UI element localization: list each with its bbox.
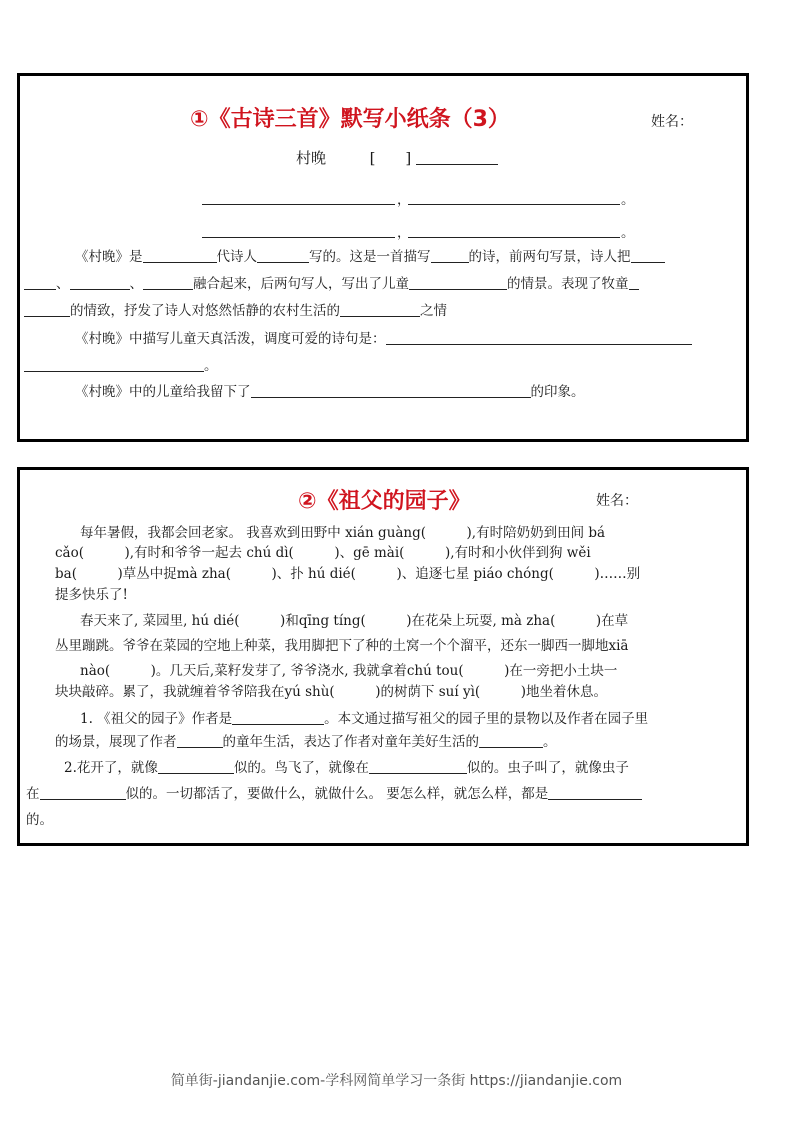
scene-blank-2[interactable] [24,275,56,290]
verse-answer-blank-b[interactable] [24,357,204,372]
flower-blank[interactable] [158,759,234,774]
verse-2-period: 。 [621,225,635,241]
verse-2-blank-b[interactable] [408,237,620,238]
s2-question-2-cont: 在 似的。一切都活了，要做什么，就做什么。 要怎么样，就怎么样，都是 [26,785,642,803]
author-blank[interactable] [232,710,324,725]
s1-question-3: 《村晚》中的儿童给我留下了 的印象。 [75,384,585,400]
section2-title: ②《祖父的园子》 [298,489,471,514]
s2-question-1: 1. 《祖父的园子》作者是 。本文通过描写祖父的园子里的景物以及作者在园子里 [80,711,649,727]
free-blank[interactable] [548,785,642,800]
herdboy-blank-b[interactable] [24,302,70,317]
pinyin-line-2: cǎo( ),有时和爷爷一起去 chú dì( )、gē mài( ),有时和小伙伴到狗 wěi [55,545,591,561]
insect-blank[interactable] [40,785,126,800]
verse-1-blank-a[interactable] [202,204,395,205]
s2-question-2-end: 的。 [26,812,53,828]
pinyin-line-3: ba( )草丛中捉mà zha( )、扑 hú dié( )、追逐七星 piáo chóng( )……别 [55,566,641,582]
emotion-blank[interactable] [340,302,420,317]
s1-para-line-3: 的情致，抒发了诗人对悠然恬静的农村生活的 之情 [24,302,447,320]
scene-blank-1[interactable] [631,248,665,263]
dynasty-blank[interactable] [143,248,217,263]
pinyin-line-5: 春天来了, 菜园里, hú dié( )和qīng tíng( )在花朵上玩耍, mà zha( )在草 [80,613,629,629]
herdboy-blank-a[interactable] [629,275,639,290]
verse-1-period: 。 [621,192,635,208]
verse-2-comma: ， [397,225,411,241]
scene-blank-3[interactable] [70,275,130,290]
s2-question-2: 2.花开了，就像 似的。鸟飞了，就像在 似的。虫子叫了，就像虫子 [64,760,629,776]
pinyin-line-4: 提多快乐了! [55,587,128,603]
section1-title: ①《古诗三首》默写小纸条（3） [190,107,510,132]
scene-blank-4[interactable] [143,275,193,290]
bird-blank[interactable] [369,759,467,774]
section1-name-label: 姓名： [651,114,693,130]
verse-answer-blank-a[interactable] [386,330,692,345]
poem-title: 村晚 [296,149,327,167]
verse-1-comma: ， [397,192,411,208]
page-footer: 简单街-jiandanjie.com-学科网简单学习一条街 https://jiandanjie.com [170,1073,623,1089]
verse-1-blank-b[interactable] [408,204,620,205]
poem-author-blank[interactable] [416,150,498,165]
season-blank[interactable] [431,248,469,263]
poem-title-line [296,149,498,167]
s2-question-1-cont: 的场景，展现了作者 的童年生活，表达了作者对童年美好生活的 。 [55,734,557,750]
poem-author-bracket: [ ] [369,149,412,167]
pinyin-line-6: 丛里蹦跳。爷爷在菜园的空地上种菜，我用脚把下了种的土窝一个个溜平，还东一脚西一脚地xiā [55,638,629,654]
s1-para-line-1: 《村晚》是 代诗人 写的。这是一首描写 的诗，前两句写景，诗人把 [75,248,665,266]
childhood-blank[interactable] [177,733,223,748]
verse-2-blank-a[interactable] [202,237,395,238]
poet-blank[interactable] [257,248,309,263]
pinyin-line-1: 每年暑假，我都会回老家。 我喜欢到田野中 xián guàng( ),有时陪奶奶到田间 bá [80,525,606,541]
pinyin-line-7: nào( )。几天后,菜籽发芽了, 爷爷浇水, 我就拿着chú tou( )在一旁把小土块一 [80,663,618,679]
pinyin-line-8: 块块敲碎。累了，我就缠着爷爷陪我在yú shù( )的树荫下 suí yì( )地坐着休息。 [55,684,607,700]
s1-question-2: 《村晚》中描写儿童天真活泼，调度可爱的诗句是： [75,330,692,348]
children-scene-blank[interactable] [409,275,507,290]
s1-para-line-2: 、 、 融合起来，后两句写人，写出了儿童 的情景。表现了牧童 [24,275,639,293]
feeling-blank[interactable] [479,733,543,748]
section2-name-label: 姓名： [596,493,638,509]
s1-question-2-cont: 。 [24,357,218,375]
impression-blank[interactable] [251,383,531,398]
